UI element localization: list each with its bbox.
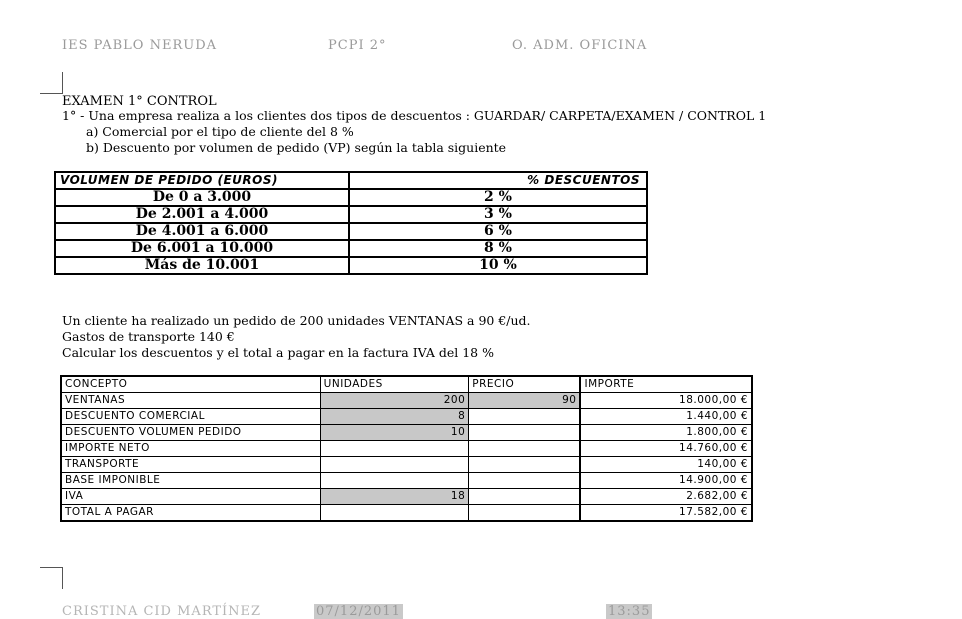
invoice-row [61, 409, 752, 425]
footer-date: 07/12/2011 [316, 604, 401, 619]
invoice-concepto: BASE IMPONIBLE [61, 473, 320, 489]
corner-mark-top [62, 72, 63, 94]
corner-mark-top-h [40, 93, 62, 94]
invoice-precio [469, 425, 581, 441]
invoice-concepto: DESCUENTO VOLUMEN PEDIDO [61, 425, 320, 441]
discount-row [55, 206, 647, 223]
header-course: PCPI 2° [328, 38, 387, 53]
exam-item-b: b) Descuento por volumen de pedido (VP) según la tabla siguiente [86, 140, 507, 155]
discount-header-percent: % DESCUENTOS [349, 172, 647, 189]
invoice-precio [469, 489, 581, 505]
invoice-unidades: 18 [320, 489, 469, 505]
invoice-concepto: IMPORTE NETO [61, 441, 320, 457]
invoice-row [61, 505, 752, 522]
invoice-concepto: IVA [61, 489, 320, 505]
invoice-concepto: DESCUENTO COMERCIAL [61, 409, 320, 425]
invoice-precio: 90 [469, 393, 581, 409]
invoice-header-concepto: CONCEPTO [61, 376, 320, 393]
header-subject: O. ADM. OFICINA [512, 38, 648, 53]
problem-line-1: Un cliente ha realizado un pedido de 200 unidades VENTANAS a 90 €/ud. [62, 313, 531, 328]
invoice-importe: 17.582,00 € [580, 505, 752, 522]
footer-author: CRISTINA CID MARTÍNEZ [62, 604, 262, 619]
invoice-concepto: TRANSPORTE [61, 457, 320, 473]
invoice-importe: 18.000,00 € [580, 393, 752, 409]
problem-line-3: Calcular los descuentos y el total a pagar en la factura IVA del 18 % [62, 345, 494, 360]
invoice-precio [469, 457, 581, 473]
discount-row [55, 257, 647, 274]
invoice-unidades [320, 505, 469, 522]
invoice-importe: 1.800,00 € [580, 425, 752, 441]
invoice-concepto: VENTANAS [61, 393, 320, 409]
invoice-unidades [320, 457, 469, 473]
discount-range: De 0 a 3.000 [55, 189, 349, 206]
invoice-header-row [61, 376, 752, 393]
discount-header-volume: VOLUMEN DE PEDIDO (EUROS) [55, 172, 349, 189]
discount-range: De 4.001 a 6.000 [55, 223, 349, 240]
discount-percent: 3 % [349, 206, 647, 223]
invoice-row [61, 457, 752, 473]
invoice-importe: 1.440,00 € [580, 409, 752, 425]
invoice-header-importe: IMPORTE [580, 376, 752, 393]
invoice-unidades: 200 [320, 393, 469, 409]
discount-range: Más de 10.001 [55, 257, 349, 274]
discount-row [55, 189, 647, 206]
invoice-row [61, 441, 752, 457]
header-school: IES PABLO NERUDA [62, 38, 218, 53]
invoice-concepto: TOTAL A PAGAR [61, 505, 320, 522]
discount-table-header [55, 172, 647, 189]
invoice-importe: 14.760,00 € [580, 441, 752, 457]
invoice-precio [469, 441, 581, 457]
invoice-header-precio: PRECIO [469, 376, 581, 393]
discount-percent: 2 % [349, 189, 647, 206]
discount-range: De 2.001 a 4.000 [55, 206, 349, 223]
discount-row [55, 240, 647, 257]
exam-item-a: a) Comercial por el tipo de cliente del 8 % [86, 124, 354, 139]
invoice-importe: 14.900,00 € [580, 473, 752, 489]
invoice-precio [469, 473, 581, 489]
discount-table [54, 171, 648, 275]
invoice-row [61, 393, 752, 409]
corner-mark-bottom [62, 567, 63, 589]
invoice-importe: 140,00 € [580, 457, 752, 473]
invoice-unidades [320, 441, 469, 457]
invoice-row [61, 425, 752, 441]
invoice-header-unidades: UNIDADES [320, 376, 469, 393]
discount-percent: 6 % [349, 223, 647, 240]
discount-percent: 8 % [349, 240, 647, 257]
problem-line-2: Gastos de transporte 140 € [62, 329, 235, 344]
corner-mark-bottom-h [40, 567, 62, 568]
invoice-table [60, 375, 753, 522]
invoice-unidades: 8 [320, 409, 469, 425]
invoice-precio [469, 409, 581, 425]
invoice-unidades: 10 [320, 425, 469, 441]
discount-row [55, 223, 647, 240]
invoice-precio [469, 505, 581, 522]
footer-time: 13:35 [608, 604, 651, 619]
discount-range: De 6.001 a 10.000 [55, 240, 349, 257]
discount-percent: 10 % [349, 257, 647, 274]
exam-line-1: 1° - Una empresa realiza a los clientes dos tipos de descuentos : GUARDAR/ CARPETA/EXAMEN / CONTROL 1 [62, 108, 767, 123]
invoice-row [61, 473, 752, 489]
invoice-unidades [320, 473, 469, 489]
exam-title: EXAMEN 1° CONTROL [62, 94, 217, 109]
invoice-importe: 2.682,00 € [580, 489, 752, 505]
invoice-row [61, 489, 752, 505]
